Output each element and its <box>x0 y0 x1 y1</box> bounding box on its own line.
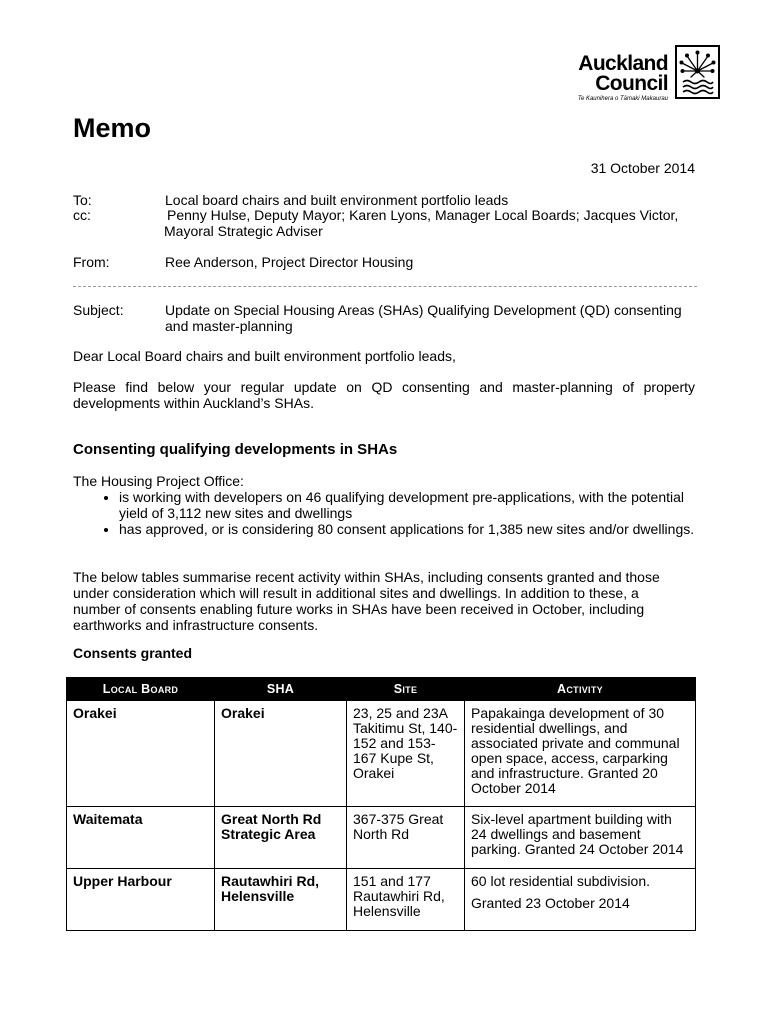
consents-table <box>66 677 696 931</box>
subject-value-line1: Update on Special Housing Areas (SHAs) Qualifying Development (QD) consenting <box>165 302 682 318</box>
section-heading: Consenting qualifying developments in SHAs <box>73 441 398 458</box>
activity-description: 60 lot residential subdivision. <box>471 873 650 889</box>
intro-paragraph: Please find below your regular update on QD consenting and master-planning of property developments within Auckland’s SHAs. <box>73 379 695 411</box>
column-header-site: Site <box>347 678 465 701</box>
summary-paragraph: The below tables summarise recent activity within SHAs, including consents granted and those under consideration which will result in additional sites and dwellings. In addition to these, a number of consents enabling future works in SHAs have been received in October, including earthworks and infrastructure consents. <box>73 569 660 633</box>
cell-site: 151 and 177 Rautawhiri Rd, Helensville <box>347 869 465 931</box>
divider <box>73 286 697 287</box>
cell-activity <box>465 869 696 931</box>
greeting: Dear Local Board chairs and built environment portfolio leads, <box>73 348 456 364</box>
subject-label: Subject: <box>73 302 124 318</box>
section-lead: The Housing Project Office: <box>73 473 244 489</box>
activity-granted-date: Granted 23 October 2014 <box>471 895 630 911</box>
list-item: • is working with developers on 46 qualifying development pre-applications, with the potential yield of 3,112 new sites and dwellings <box>119 489 695 521</box>
logo-line1: Auckland <box>578 52 668 75</box>
to-value: Local board chairs and built environment portfolio leads <box>165 192 509 208</box>
cc-value-line2: Mayoral Strategic Adviser <box>164 223 323 239</box>
column-header-sha: SHA <box>215 678 347 701</box>
cell-board: Waitemata <box>67 807 215 869</box>
cell-board: Orakei <box>67 701 215 807</box>
subheading: Consents granted <box>73 645 193 661</box>
list-item: • has approved, or is considering 80 consent applications for 1,385 new sites and/or dwellings. <box>119 521 695 537</box>
table-row <box>67 807 696 869</box>
from-label: From: <box>73 254 110 270</box>
subject-value-line2: and master-planning <box>165 318 293 334</box>
cell-activity: Six-level apartment building with 24 dwellings and basement parking. Granted 24 October 2014 <box>465 807 696 869</box>
cell-sha: Orakei <box>215 701 347 807</box>
cell-site: 23, 25 and 23A Takitimu St, 140-152 and 153-167 Kupe St, Orakei <box>347 701 465 807</box>
auckland-council-logo <box>578 53 668 102</box>
table-row <box>67 701 696 807</box>
table-header-row <box>67 678 696 701</box>
memo-date: 31 October 2014 <box>590 160 695 176</box>
from-value: Ree Anderson, Project Director Housing <box>165 254 414 270</box>
cell-sha: Rautawhiri Rd, Helensville <box>215 869 347 931</box>
bullet-list <box>73 489 695 537</box>
cc-label: cc: <box>73 207 91 223</box>
table-row <box>67 869 696 931</box>
cell-activity: Papakainga development of 30 residential dwellings, and associated private and communal open space, access, carparking and infrastructure. Granted 20 October 2014 <box>465 701 696 807</box>
logo-line2: Council <box>595 72 668 95</box>
cell-board: Upper Harbour <box>67 869 215 931</box>
column-header-local-board: Local Board <box>67 678 215 701</box>
column-header-activity: Activity <box>465 678 696 701</box>
cell-site: 367-375 Great North Rd <box>347 807 465 869</box>
pohutukawa-flower-icon <box>675 45 720 99</box>
to-label: To: <box>73 192 92 208</box>
logo-tagline: Te Kaunihera o Tāmaki Makaurau <box>577 96 668 102</box>
cc-value-line1: Penny Hulse, Deputy Mayor; Karen Lyons, Manager Local Boards; Jacques Victor, <box>167 207 679 223</box>
cell-sha: Great North Rd Strategic Area <box>215 807 347 869</box>
page-title: Memo <box>73 113 152 143</box>
